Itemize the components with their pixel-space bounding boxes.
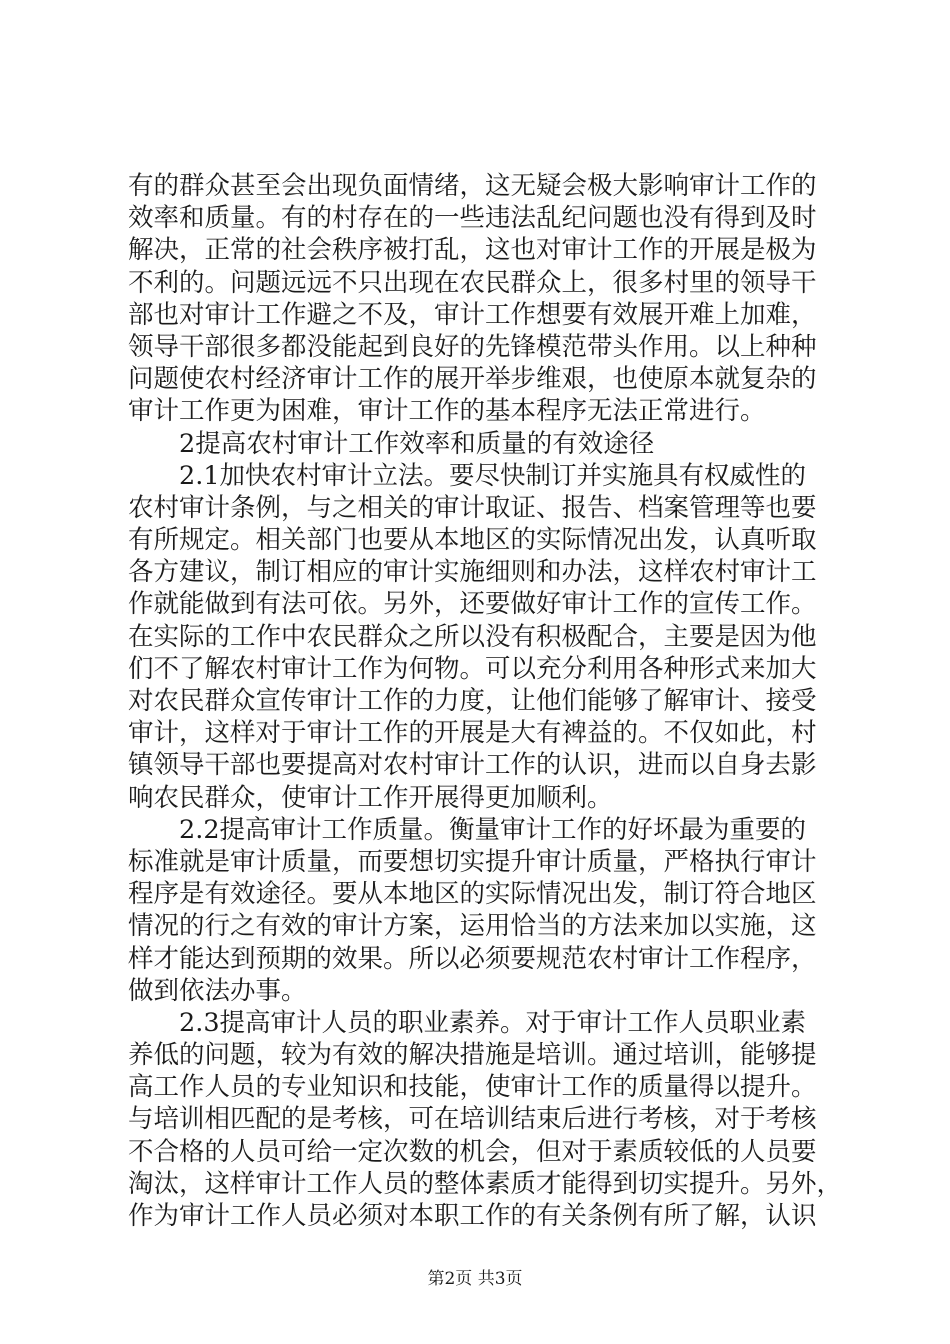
text-line: 不利的。问题远远不只出现在农民群众上，很多村里的领导干 bbox=[128, 267, 817, 298]
page-footer bbox=[0, 1268, 950, 1290]
text-line: 审计，这样对于审计工作的开展是大有裨益的。不仅如此，村 bbox=[128, 718, 817, 749]
text-line: 不合格的人员可给一定次数的机会，但对于素质较低的人员要 bbox=[128, 1136, 817, 1167]
text-line: 解决，正常的社会秩序被打乱，这也对审计工作的开展是极为 bbox=[128, 235, 817, 266]
text-line: 们不了解农村审计工作为何物。可以充分利用各种形式来加大 bbox=[128, 653, 817, 684]
text-line: 做到依法办事。 bbox=[128, 975, 307, 1006]
text-line: 各方建议，制订相应的审计实施细则和办法，这样农村审计工 bbox=[128, 557, 817, 588]
text-line: 程序是有效途径。要从本地区的实际情况出发，制订符合地区 bbox=[128, 879, 817, 910]
text-line: 问题使农村经济审计工作的展开举步维艰，也使原本就复杂的 bbox=[128, 364, 817, 395]
text-line: 领导干部很多都没能起到良好的先锋模范带头作用。以上种种 bbox=[128, 331, 817, 362]
text-line: 响农民群众，使审计工作开展得更加顺利。 bbox=[128, 782, 613, 813]
text-line: 2.3提高审计人员的职业素养。对于审计工作人员职业素 bbox=[128, 1007, 807, 1038]
text-line: 样才能达到预期的效果。所以必须要规范农村审计工作程序， bbox=[128, 943, 817, 974]
text-line: 部也对审计工作避之不及，审计工作想要有效展开难上加难， bbox=[128, 299, 817, 330]
text-line: 有的群众甚至会出现负面情绪，这无疑会极大影响审计工作的 bbox=[128, 171, 817, 201]
text-line: 作就能做到有法可依。另外，还要做好审计工作的宣传工作。 bbox=[128, 589, 817, 620]
text-line: 审计工作更为困难，审计工作的基本程序无法正常进行。 bbox=[128, 396, 766, 427]
text-line: 高工作人员的专业知识和技能，使审计工作的质量得以提升。 bbox=[128, 1072, 817, 1103]
text-line: 有所规定。相关部门也要从本地区的实际情况出发，认真听取 bbox=[128, 525, 817, 556]
document-body bbox=[128, 170, 843, 1232]
text-line: 2.1加快农村审计立法。要尽快制订并实施具有权威性的 bbox=[128, 460, 807, 491]
text-line: 农村审计条例，与之相关的审计取证、报告、档案管理等也要 bbox=[128, 492, 817, 523]
page-number-label: 第2页 共3页 bbox=[427, 1269, 523, 1289]
section-heading: 2提高农村审计工作效率和质量的有效途径 bbox=[128, 428, 655, 459]
text-line: 镇领导干部也要提高对农村审计工作的认识，进而以自身去影 bbox=[128, 750, 817, 781]
text-line: 与培训相匹配的是考核，可在培训结束后进行考核，对于考核 bbox=[128, 1104, 817, 1135]
text-line: 淘汰，这样审计工作人员的整体素质才能得到切实提升。另外， bbox=[128, 1168, 843, 1199]
text-line: 养低的问题，较为有效的解决措施是培训。通过培训，能够提 bbox=[128, 1040, 817, 1071]
text-line: 标准就是审计质量，而要想切实提升审计质量，严格执行审计 bbox=[128, 846, 817, 877]
text-line: 2.2提高审计工作质量。衡量审计工作的好坏最为重要的 bbox=[128, 814, 807, 845]
text-line: 对农民群众宣传审计工作的力度，让他们能够了解审计、接受 bbox=[128, 686, 817, 716]
text-line: 作为审计工作人员必须对本职工作的有关条例有所了解，认识 bbox=[128, 1201, 817, 1231]
text-line: 效率和质量。有的村存在的一些违法乱纪问题也没有得到及时 bbox=[128, 203, 817, 234]
text-line: 在实际的工作中农民群众之所以没有积极配合，主要是因为他 bbox=[128, 621, 817, 652]
text-line: 情况的行之有效的审计方案，运用恰当的方法来加以实施，这 bbox=[128, 911, 817, 942]
